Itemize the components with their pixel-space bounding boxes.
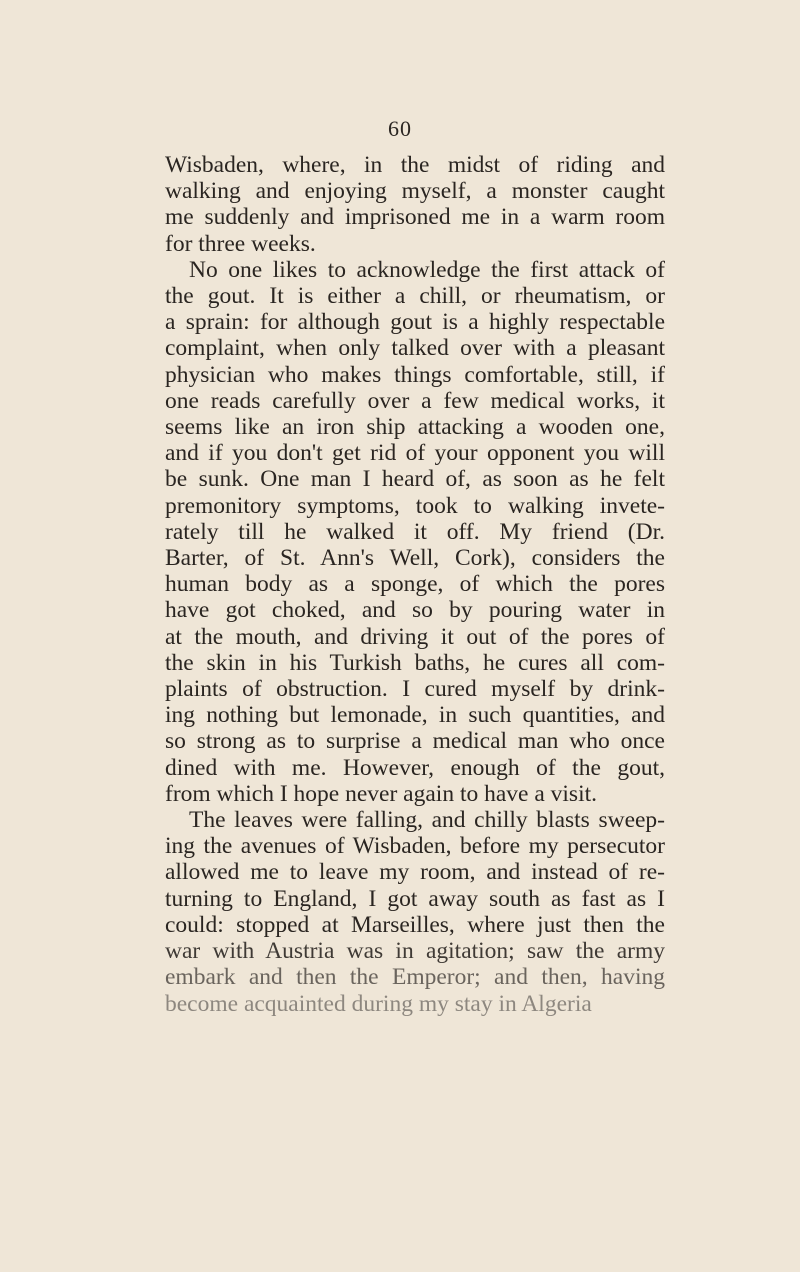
text-line: ing the avenues of Wisbaden, before my persecutor bbox=[165, 833, 665, 860]
text-line: me suddenly and imprisoned me in a warm room bbox=[165, 204, 665, 231]
text-line: from which I hope never again to have a visit. bbox=[165, 780, 597, 807]
text-line: allowed me to leave my room, and instead of re- bbox=[165, 859, 665, 886]
paragraph bbox=[165, 807, 665, 1017]
text-line: Barter, of St. Ann's Well, Cork), considers the bbox=[165, 545, 665, 572]
text-line: ing nothing but lemonade, in such quantities, and bbox=[165, 702, 665, 729]
text-line: No one likes to acknowledge the first attack of bbox=[189, 256, 665, 283]
text-line: the gout. It is either a chill, or rheumatism, or bbox=[165, 283, 665, 310]
text-line: Wisbaden, where, in the midst of riding and bbox=[165, 152, 665, 178]
text-line: walking and enjoying myself, a monster caught bbox=[165, 178, 665, 205]
paragraph bbox=[165, 152, 665, 257]
text-line: embark and then the Emperor; and then, having bbox=[165, 964, 665, 991]
text-line: become acquainted during my stay in Algeria bbox=[165, 990, 592, 1017]
text-line: for three weeks. bbox=[165, 230, 316, 257]
text-line: at the mouth, and driving it out of the pores of bbox=[165, 623, 665, 650]
text-line: war with Austria was in agitation; saw the army bbox=[165, 938, 665, 965]
text-line: complaint, when only talked over with a pleasant bbox=[165, 335, 665, 362]
text-line: human body as a sponge, of which the pores bbox=[165, 571, 665, 598]
text-line: a sprain: for although gout is a highly respectable bbox=[165, 309, 665, 336]
text-line: and if you don't get rid of your opponent you will bbox=[165, 440, 665, 467]
text-line: turning to England, I got away south as fast as I bbox=[165, 885, 665, 912]
text-line: have got choked, and so by pouring water in bbox=[165, 597, 665, 624]
text-line: The leaves were falling, and chilly blasts sweep- bbox=[189, 807, 665, 834]
text-line: physician who makes things comfortable, still, if bbox=[165, 361, 665, 388]
text-line: so strong as to surprise a medical man who once bbox=[165, 728, 665, 755]
paragraph bbox=[165, 257, 665, 807]
page-number: 60 bbox=[388, 116, 412, 141]
text-line: rately till he walked it off. My friend (Dr. bbox=[165, 518, 665, 545]
text-line: dined with me. However, enough of the gout, bbox=[165, 754, 665, 781]
text-line: could: stopped at Marseilles, where just then the bbox=[165, 911, 665, 938]
text-line: seems like an iron ship attacking a wooden one, bbox=[165, 414, 665, 441]
body-text bbox=[165, 152, 665, 1017]
text-line: premonitory symptoms, took to walking invete- bbox=[165, 492, 665, 519]
text-line: be sunk. One man I heard of, as soon as he felt bbox=[165, 466, 665, 493]
text-line: one reads carefully over a few medical works, it bbox=[165, 387, 665, 414]
text-line: plaints of obstruction. I cured myself by drink- bbox=[165, 676, 665, 703]
text-line: the skin in his Turkish baths, he cures all com- bbox=[165, 649, 665, 676]
